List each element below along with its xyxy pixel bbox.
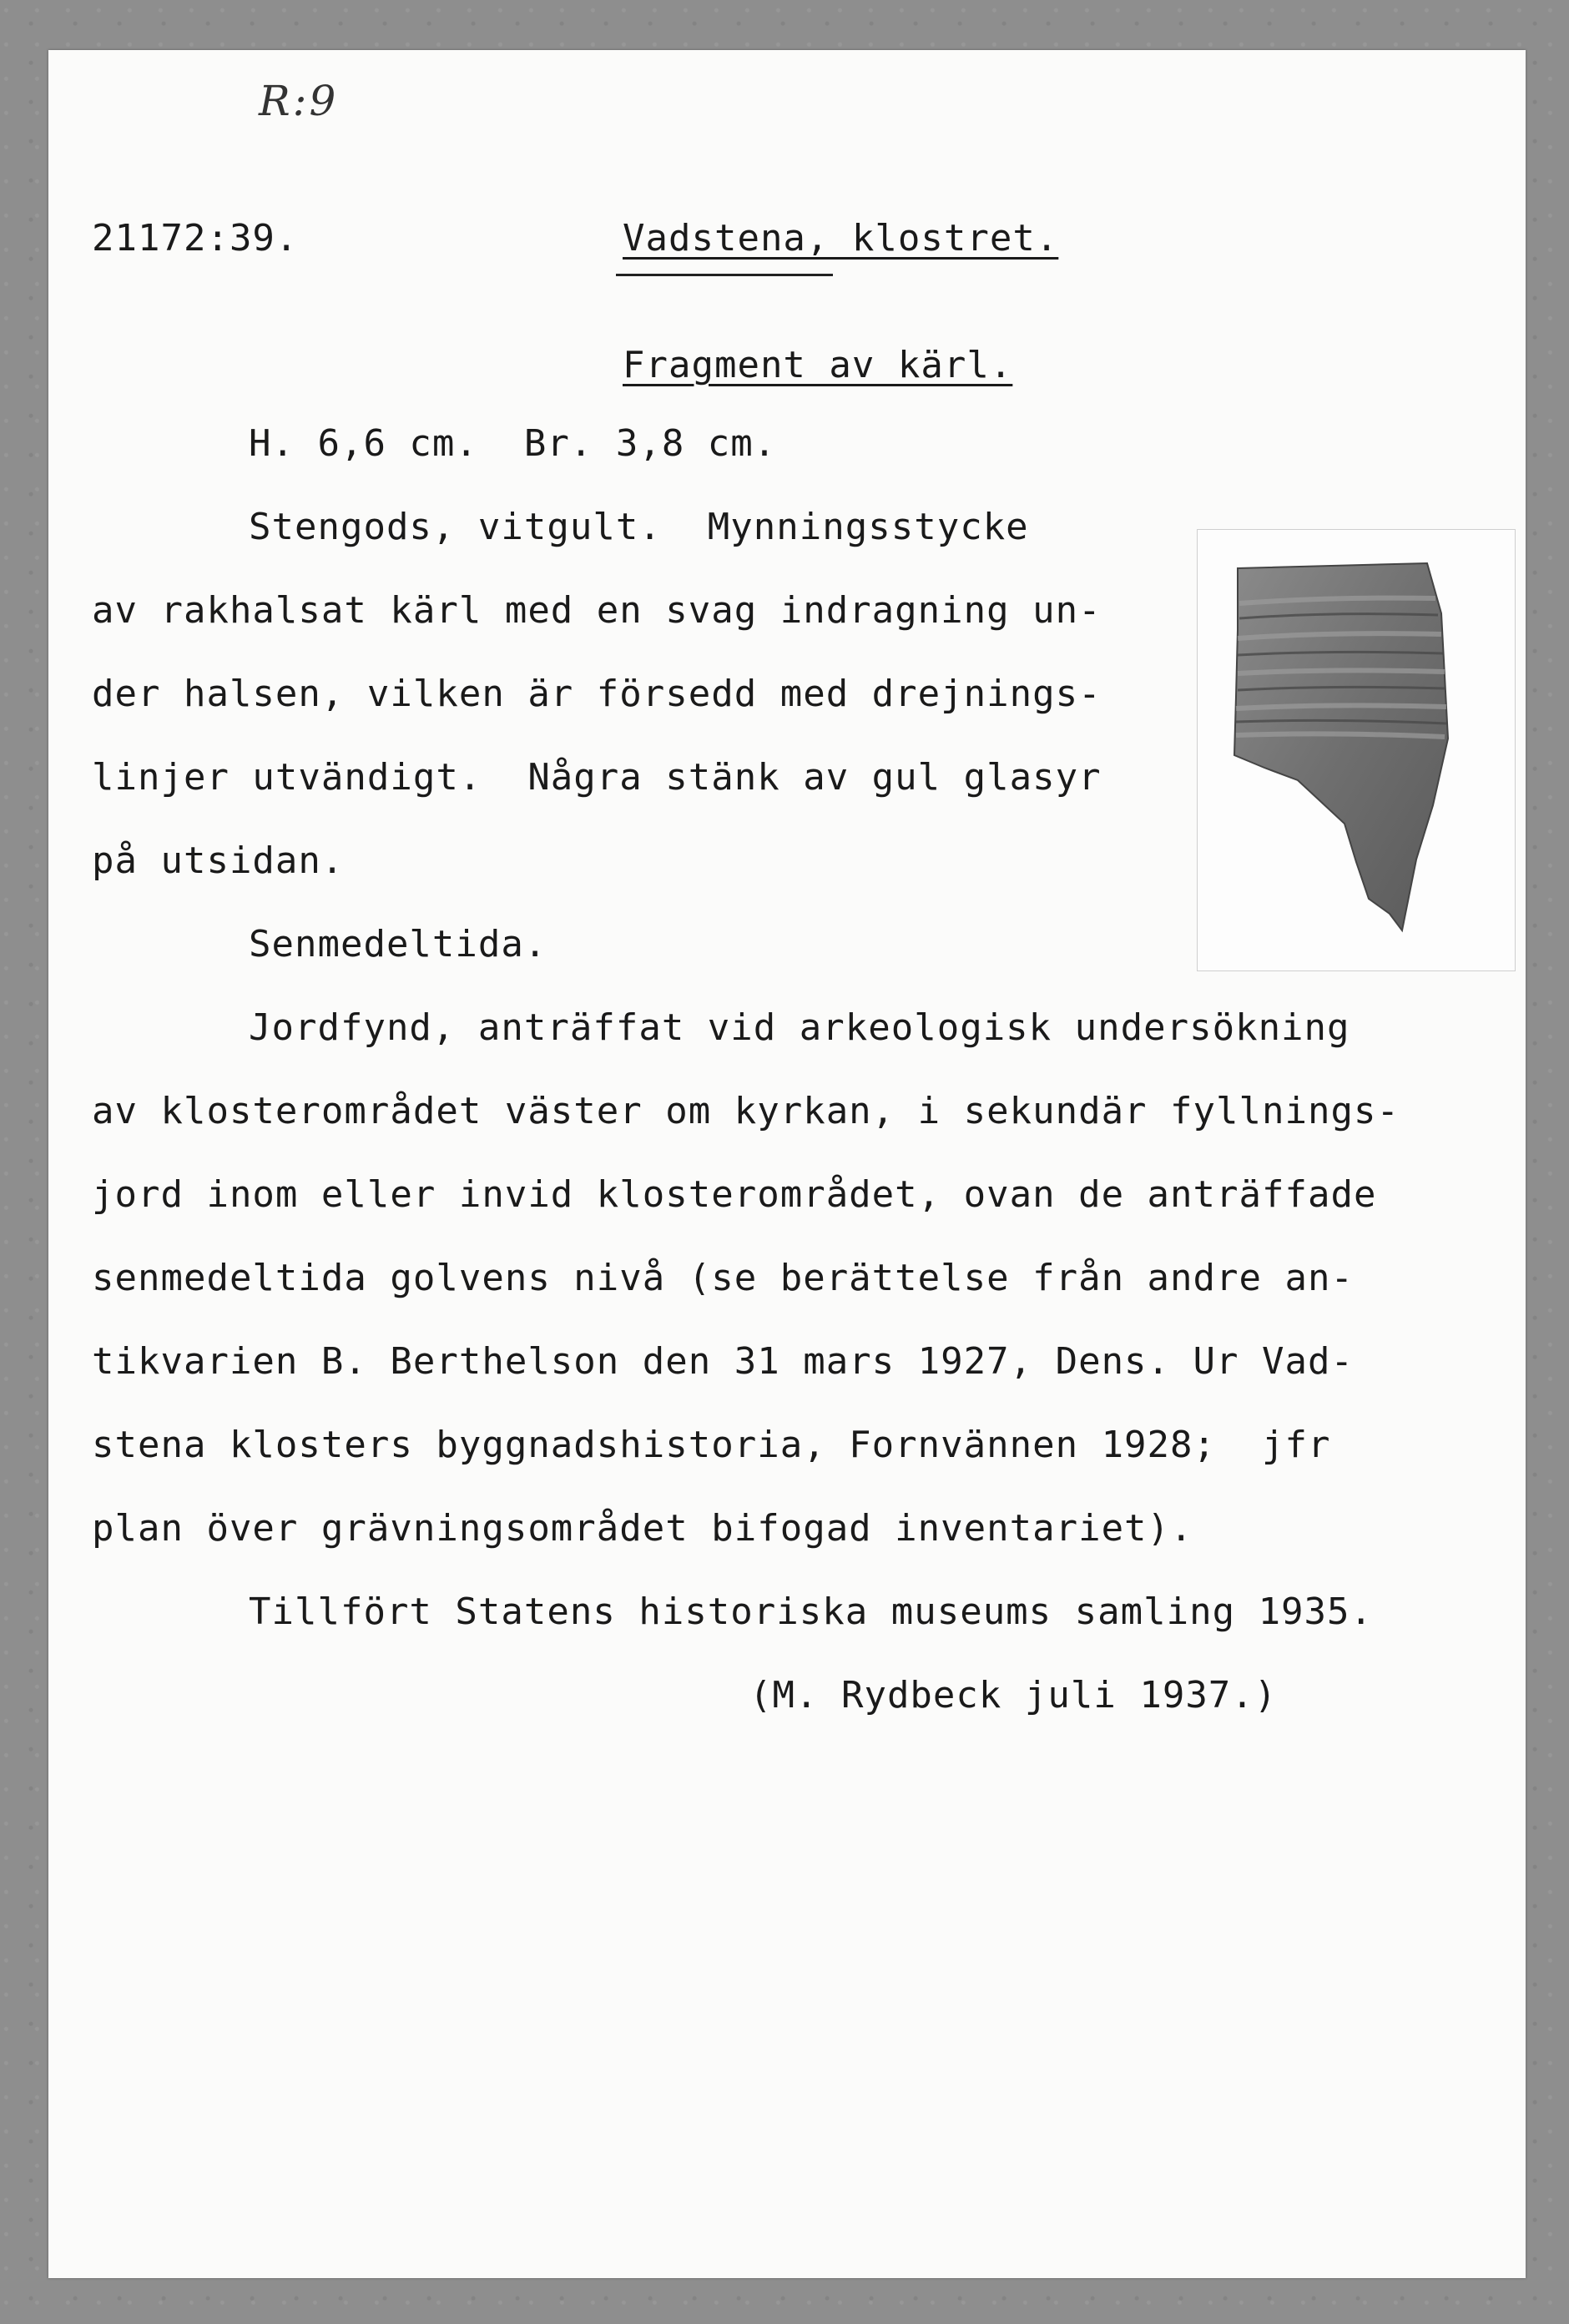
catalog-number: 21172:39. xyxy=(92,217,299,260)
text-line: Stengods, vitgult. Mynningsstycke xyxy=(249,506,1029,548)
text-line: linjer utvändigt. Några stänk av gul glasyr xyxy=(92,756,1102,799)
text-line: tikvarien B. Berthelson den 31 mars 1927, Dens. Ur Vad- xyxy=(92,1340,1354,1383)
pottery-fragment-photo xyxy=(1197,529,1516,971)
text-line: jord inom eller invid klosterområdet, ovan de anträffade xyxy=(92,1173,1377,1216)
text-line: Tillfört Statens historiska museums samling 1935. xyxy=(249,1591,1374,1633)
text-line: Jordfynd, anträffat vid arkeologisk undersökning xyxy=(249,1006,1350,1049)
text-line: Senmedeltida. xyxy=(249,923,547,965)
text-line: der halsen, vilken är försedd med drejnings- xyxy=(92,673,1102,715)
dimensions: H. 6,6 cm. Br. 3,8 cm. xyxy=(249,422,777,465)
text-line: senmedeltida golvens nivå (se berättelse från andre an- xyxy=(92,1257,1354,1299)
object-title: Fragment av kärl. xyxy=(623,344,1013,386)
text-line: av klosterområdet väster om kyrkan, i sekundär fyllnings- xyxy=(92,1090,1400,1132)
location-heading: Vadstena, klostret. xyxy=(623,217,1059,260)
corner-mark: R:9 xyxy=(259,77,339,125)
catalog-card xyxy=(48,50,1526,2278)
location-underline-mark xyxy=(616,274,833,276)
text-line: stena klosters byggnadshistoria, Fornvännen 1928; jfr xyxy=(92,1424,1331,1466)
signature-line: (M. Rydbeck juli 1937.) xyxy=(749,1674,1278,1717)
text-line: på utsidan. xyxy=(92,839,345,882)
pottery-fragment-icon xyxy=(1198,530,1515,970)
text-line: plan över grävningsområdet bifogad inventariet). xyxy=(92,1507,1193,1550)
text-line: av rakhalsat kärl med en svag indragning un- xyxy=(92,589,1102,632)
